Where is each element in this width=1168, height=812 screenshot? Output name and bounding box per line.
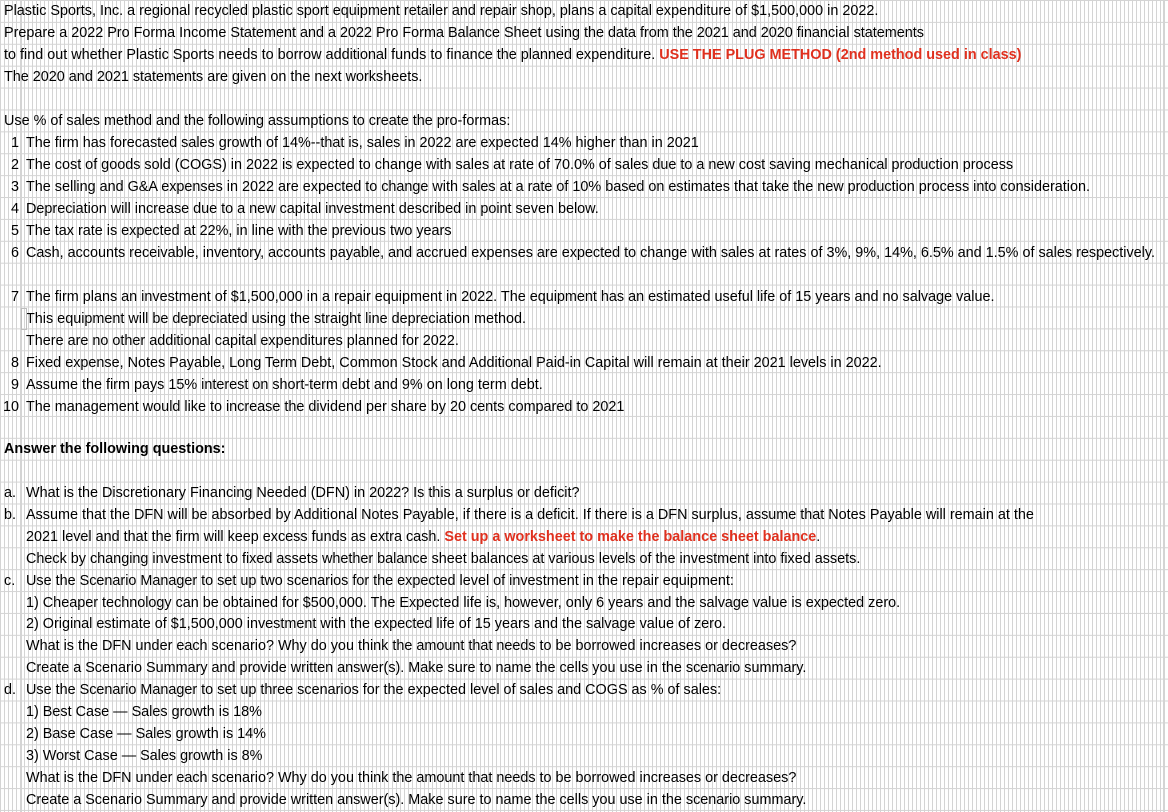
assumption-7-row[interactable]: [0, 286, 1168, 308]
question-cont-text: Check by changing investment to fixed assets whether balance sheet balances at various levels of the investment into fixed assets.: [26, 551, 861, 567]
assumption-9-number: 9: [10, 377, 19, 393]
assumption-4-text: Depreciation will increase due to a new capital investment described in point seven below.: [26, 201, 599, 217]
balance-sheet-instruction: Set up a worksheet to make the balance sheet balance: [444, 529, 817, 545]
intro-row-3[interactable]: [0, 44, 1168, 66]
assumption-9-row[interactable]: [0, 374, 1168, 396]
intro-row-2[interactable]: [0, 22, 1168, 44]
question-b-text: Assume that the DFN will be absorbed by Additional Notes Payable, if there is a deficit. If there is a DFN surplus, assume that Notes Payable will remain at the: [26, 507, 1034, 523]
question-cont-text: Create a Scenario Summary and provide written answer(s). Make sure to name the cells you use in the scenario summary.: [26, 792, 807, 808]
assumption-4-number: 4: [10, 201, 19, 217]
question-b-number: b.: [4, 507, 17, 523]
question-d-text: Use the Scenario Manager to set up three scenarios for the expected level of sales and COGS as % of sales:: [26, 682, 722, 698]
question-cont-row[interactable]: [0, 789, 1168, 811]
intro-row-1[interactable]: [0, 0, 1168, 22]
question-a-row[interactable]: [0, 482, 1168, 504]
assumption-8-text: Fixed expense, Notes Payable, Long Term Debt, Common Stock and Additional Paid-in Capital will remain at their 2021 levels in 2022.: [26, 355, 882, 371]
assumption-8-number: 8: [10, 355, 19, 371]
assumption-1-row[interactable]: [0, 132, 1168, 154]
assumption-5-number: 5: [10, 223, 19, 239]
question-cont-text: What is the DFN under each scenario? Why do you think the amount that needs to be borrowed increases or decreases?: [26, 770, 797, 786]
assumption-1-text: The firm has forecasted sales growth of 14%--that is, sales in 2022 are expected 14% higher than in 2021: [26, 135, 699, 151]
intro-row-4[interactable]: [0, 66, 1168, 88]
question-cont-text: Create a Scenario Summary and provide written answer(s). Make sure to name the cells you use in the scenario summary.: [26, 660, 807, 676]
assumption-7-number: 7: [10, 289, 19, 305]
question-cont-row[interactable]: [0, 592, 1168, 614]
assumption-3-text: The selling and G&A expenses in 2022 are expected to change with sales at a rate of 10% based on estimates that take the new production process into consideration.: [26, 179, 1090, 195]
assumption-10-number: 10: [2, 399, 19, 415]
assumption-2-text: The cost of goods sold (COGS) in 2022 is expected to change with sales at rate of 70.0% of sales due to a new cost saving mechanical production process: [26, 157, 1014, 173]
assumption-8-row[interactable]: [0, 352, 1168, 374]
assumption-5-text: The tax rate is expected at 22%, in line with the previous two years: [26, 223, 452, 239]
question-cont-text: 2) Base Case — Sales growth is 14%: [26, 726, 266, 742]
questions-heading: Answer the following questions:: [4, 441, 226, 457]
questions-heading-row[interactable]: [0, 438, 1168, 460]
intro-text-2: Prepare a 2022 Pro Forma Income Statement and a 2022 Pro Forma Balance Sheet using the data from the 2021 and 2020 financial statements: [4, 25, 924, 41]
assumption-10-row[interactable]: [0, 396, 1168, 418]
question-cont-row[interactable]: [0, 526, 1168, 548]
intro-text-3a: to find out whether Plastic Sports needs to borrow additional funds to finance the planned expenditure.: [4, 47, 660, 63]
cell-outline: [21, 308, 27, 330]
question-cont-row[interactable]: [0, 613, 1168, 635]
assumption-6-number: 6: [10, 245, 19, 261]
assumption-cont-row[interactable]: [0, 330, 1168, 352]
assumption-10-text: The management would like to increase the dividend per share by 20 cents compared to 2021: [26, 399, 625, 415]
question-cont-row[interactable]: [0, 723, 1168, 745]
assumption-9-text: Assume the firm pays 15% interest on short-term debt and 9% on long term debt.: [26, 377, 543, 393]
intro-text-4: The 2020 and 2021 statements are given on the next worksheets.: [4, 69, 423, 85]
assumption-2-row[interactable]: [0, 154, 1168, 176]
plug-method-note: USE THE PLUG METHOD (2nd method used in class): [659, 47, 1022, 63]
question-cont-row[interactable]: [0, 701, 1168, 723]
question-cont-row[interactable]: [0, 767, 1168, 789]
question-cont-text: 2) Original estimate of $1,500,000 investment with the expected life of 15 years and the salvage value of zero.: [26, 616, 726, 632]
assumption-3-number: 3: [10, 179, 19, 195]
question-cont-text: What is the DFN under each scenario? Why do you think the amount that needs to be borrowed increases or decreases?: [26, 638, 797, 654]
assumption-4-row[interactable]: [0, 198, 1168, 220]
question-cont-row[interactable]: [0, 635, 1168, 657]
question-d-row[interactable]: [0, 679, 1168, 701]
assumption-cont-text: There are no other additional capital expenditures planned for 2022.: [26, 333, 459, 349]
assumptions-heading-row[interactable]: [0, 110, 1168, 132]
assumption-7-text: The firm plans an investment of $1,500,000 in a repair equipment in 2022. The equipment has an estimated useful life of 15 years and no salvage value.: [26, 289, 995, 305]
question-cont-text: 1) Cheaper technology can be obtained for $500,000. The Expected life is, however, only 6 years and the salvage value is expected zero.: [26, 595, 901, 611]
assumption-1-number: 1: [10, 135, 19, 151]
intro-text-3: [4, 44, 1021, 66]
question-cont-text: 1) Best Case — Sales growth is 18%: [26, 704, 262, 720]
question-c-text: Use the Scenario Manager to set up two scenarios for the expected level of investment in the repair equipment:: [26, 573, 734, 589]
assumption-cont-text: This equipment will be depreciated using the straight line depreciation method.: [26, 311, 526, 327]
question-a-text: What is the Discretionary Financing Needed (DFN) in 2022? Is this a surplus or deficit?: [26, 485, 580, 501]
question-a-number: a.: [4, 485, 17, 501]
question-cont-text: 3) Worst Case — Sales growth is 8%: [26, 748, 263, 764]
question-c-number: c.: [4, 573, 16, 589]
assumption-5-row[interactable]: [0, 220, 1168, 242]
assumption-3-row[interactable]: [0, 176, 1168, 198]
assumptions-heading: Use % of sales method and the following assumptions to create the pro-formas:: [4, 113, 511, 129]
question-cont-text: 2021 level and that the firm will keep excess funds as extra cash. Set up a worksheet to make the balance sheet balance.: [26, 529, 821, 545]
assumption-cont-row[interactable]: [0, 308, 1168, 330]
question-cont-row[interactable]: [0, 548, 1168, 570]
intro-text-1: Plastic Sports, Inc. a regional recycled plastic sport equipment retailer and repair shop, plans a capital expenditure of $1,500,000 in 2022.: [4, 3, 879, 19]
question-c-row[interactable]: [0, 570, 1168, 592]
assumption-2-number: 2: [10, 157, 19, 173]
assumption-6-row[interactable]: [0, 242, 1168, 264]
question-cont-row[interactable]: [0, 745, 1168, 767]
question-b-row[interactable]: [0, 504, 1168, 526]
assumption-6-text: Cash, accounts receivable, inventory, accounts payable, and accrued expenses are expected to change with sales at rates of 3%, 9%, 14%, 6.5% and 1.5% of sales respectively.: [26, 245, 1155, 261]
question-cont-row[interactable]: [0, 657, 1168, 679]
question-d-number: d.: [4, 682, 17, 698]
